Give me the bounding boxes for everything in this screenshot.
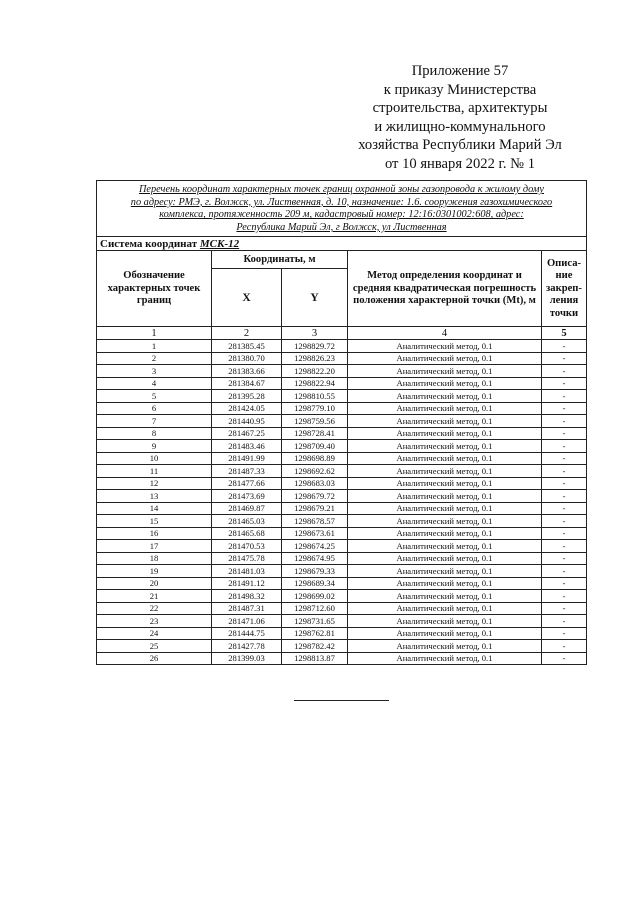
point-number-cell: 22 <box>97 602 212 615</box>
coord-y-cell: 1298813.87 <box>282 652 348 665</box>
point-number-cell: 21 <box>97 590 212 603</box>
point-number-cell: 18 <box>97 552 212 565</box>
header-line: к приказу Министерства <box>383 81 537 98</box>
table-row <box>97 415 587 428</box>
header-line: строительства, архитектуры <box>372 100 548 117</box>
table-row <box>97 565 587 578</box>
coord-y-cell: 1298679.72 <box>282 490 348 503</box>
table-row <box>97 527 587 540</box>
coord-x-cell: 281385.45 <box>212 340 282 353</box>
column-number: 5 <box>542 327 587 340</box>
table-body <box>97 340 587 665</box>
point-number-cell: 15 <box>97 515 212 528</box>
point-number-cell: 17 <box>97 540 212 553</box>
coord-y-cell: 1298762.81 <box>282 627 348 640</box>
table-row <box>97 340 587 353</box>
table-title <box>97 181 587 237</box>
method-cell: Аналитический метод, 0.1 <box>348 502 542 515</box>
point-number-cell: 26 <box>97 652 212 665</box>
method-cell: Аналитический метод, 0.1 <box>348 465 542 478</box>
coord-y-cell: 1298731.65 <box>282 615 348 628</box>
coord-y-cell: 1298699.02 <box>282 590 348 603</box>
description-cell: - <box>542 515 587 528</box>
description-cell: - <box>542 440 587 453</box>
table-row <box>97 640 587 653</box>
col-header-point: Обозначение характерных точек границ <box>97 251 212 327</box>
point-number-cell: 25 <box>97 640 212 653</box>
description-cell: - <box>542 552 587 565</box>
method-cell: Аналитический метод, 0.1 <box>348 352 542 365</box>
coord-x-cell: 281475.78 <box>212 552 282 565</box>
method-cell: Аналитический метод, 0.1 <box>348 427 542 440</box>
header-line: Приложение 57 <box>411 63 509 79</box>
col-header-method: Метод определения координат и средняя квадратическая погрешность положения характерной точки (Mt), м <box>348 251 542 327</box>
description-cell: - <box>542 565 587 578</box>
coord-x-cell: 281491.99 <box>212 452 282 465</box>
description-cell: - <box>542 477 587 490</box>
method-cell: Аналитический метод, 0.1 <box>348 340 542 353</box>
description-cell: - <box>542 465 587 478</box>
description-cell: - <box>542 352 587 365</box>
point-number-cell: 7 <box>97 415 212 428</box>
table-row <box>97 627 587 640</box>
method-cell: Аналитический метод, 0.1 <box>348 590 542 603</box>
method-cell: Аналитический метод, 0.1 <box>348 527 542 540</box>
signature-line <box>294 700 389 701</box>
method-cell: Аналитический метод, 0.1 <box>348 652 542 665</box>
point-number-cell: 20 <box>97 577 212 590</box>
point-number-cell: 3 <box>97 365 212 378</box>
coord-y-cell: 1298822.20 <box>282 365 348 378</box>
coord-y-cell: 1298822.94 <box>282 377 348 390</box>
description-cell: - <box>542 502 587 515</box>
coord-x-cell: 281384.67 <box>212 377 282 390</box>
table-row <box>97 502 587 515</box>
coord-y-cell: 1298689.34 <box>282 577 348 590</box>
description-cell: - <box>542 402 587 415</box>
col-header-description: Описа-ние закреп-ления точки <box>542 251 587 327</box>
table-row <box>97 365 587 378</box>
coord-x-cell: 281470.53 <box>212 540 282 553</box>
table-row <box>97 465 587 478</box>
method-cell: Аналитический метод, 0.1 <box>348 540 542 553</box>
table-row <box>97 540 587 553</box>
point-number-cell: 9 <box>97 440 212 453</box>
point-number-cell: 1 <box>97 340 212 353</box>
table-row <box>97 490 587 503</box>
method-cell: Аналитический метод, 0.1 <box>348 477 542 490</box>
coord-y-cell: 1298679.33 <box>282 565 348 578</box>
description-cell: - <box>542 390 587 403</box>
method-cell: Аналитический метод, 0.1 <box>348 415 542 428</box>
coordinates-table <box>96 180 587 665</box>
description-cell: - <box>542 427 587 440</box>
coord-x-cell: 281440.95 <box>212 415 282 428</box>
coord-x-cell: 281395.28 <box>212 390 282 403</box>
method-cell: Аналитический метод, 0.1 <box>348 640 542 653</box>
coordinate-system <box>97 237 587 251</box>
description-cell: - <box>542 640 587 653</box>
table-row <box>97 477 587 490</box>
table-row <box>97 352 587 365</box>
description-cell: - <box>542 415 587 428</box>
coord-x-cell: 281483.46 <box>212 440 282 453</box>
table-row <box>97 615 587 628</box>
coord-y-cell: 1298679.21 <box>282 502 348 515</box>
description-cell: - <box>542 615 587 628</box>
point-number-cell: 14 <box>97 502 212 515</box>
coord-y-cell: 1298674.25 <box>282 540 348 553</box>
method-cell: Аналитический метод, 0.1 <box>348 552 542 565</box>
coord-y-cell: 1298826.23 <box>282 352 348 365</box>
method-cell: Аналитический метод, 0.1 <box>348 452 542 465</box>
table-row <box>97 377 587 390</box>
point-number-cell: 13 <box>97 490 212 503</box>
point-number-cell: 2 <box>97 352 212 365</box>
coord-y-cell: 1298683.03 <box>282 477 348 490</box>
table-row <box>97 590 587 603</box>
coord-x-cell: 281427.78 <box>212 640 282 653</box>
description-cell: - <box>542 540 587 553</box>
header-line: хозяйства Республики Марий Эл <box>358 137 562 154</box>
point-number-cell: 6 <box>97 402 212 415</box>
coord-y-cell: 1298759.56 <box>282 415 348 428</box>
coord-x-cell: 281498.32 <box>212 590 282 603</box>
description-cell: - <box>542 340 587 353</box>
coord-x-cell: 281471.06 <box>212 615 282 628</box>
description-cell: - <box>542 590 587 603</box>
coord-y-cell: 1298698.89 <box>282 452 348 465</box>
description-cell: - <box>542 490 587 503</box>
table-row <box>97 402 587 415</box>
coordinate-system-name: МСК-12 <box>199 237 240 250</box>
method-cell: Аналитический метод, 0.1 <box>348 577 542 590</box>
point-number-cell: 4 <box>97 377 212 390</box>
coord-y-cell: 1298678.57 <box>282 515 348 528</box>
method-cell: Аналитический метод, 0.1 <box>348 602 542 615</box>
description-cell: - <box>542 527 587 540</box>
table-title-line: Республика Марий Эл, г Волжск, ул Лиственная <box>236 221 447 233</box>
coord-y-cell: 1298709.40 <box>282 440 348 453</box>
coord-x-cell: 281469.87 <box>212 502 282 515</box>
coordinate-system-label: Система координат <box>100 237 198 250</box>
table-row <box>97 427 587 440</box>
coord-x-cell: 281444.75 <box>212 627 282 640</box>
table-row <box>97 577 587 590</box>
table-row <box>97 602 587 615</box>
coord-y-cell: 1298829.72 <box>282 340 348 353</box>
point-number-cell: 10 <box>97 452 212 465</box>
header-line: от 10 января 2022 г. № 1 <box>384 155 536 172</box>
coord-x-cell: 281424.05 <box>212 402 282 415</box>
col-header-x: X <box>212 269 282 327</box>
coord-y-cell: 1298728.41 <box>282 427 348 440</box>
coord-x-cell: 281383.66 <box>212 365 282 378</box>
column-numbers-row <box>97 327 587 340</box>
coord-y-cell: 1298712.60 <box>282 602 348 615</box>
coord-x-cell: 281465.03 <box>212 515 282 528</box>
method-cell: Аналитический метод, 0.1 <box>348 627 542 640</box>
column-number: 2 <box>212 327 282 340</box>
method-cell: Аналитический метод, 0.1 <box>348 390 542 403</box>
col-header-y: Y <box>282 269 348 327</box>
order-header <box>330 62 590 174</box>
method-cell: Аналитический метод, 0.1 <box>348 440 542 453</box>
description-cell: - <box>542 602 587 615</box>
coord-x-cell: 281487.33 <box>212 465 282 478</box>
point-number-cell: 16 <box>97 527 212 540</box>
coord-x-cell: 281473.69 <box>212 490 282 503</box>
coord-x-cell: 281465.68 <box>212 527 282 540</box>
coord-x-cell: 281481.03 <box>212 565 282 578</box>
point-number-cell: 12 <box>97 477 212 490</box>
table-row <box>97 390 587 403</box>
table-title-line: по адресу: РМЭ, г. Волжск, ул. Лиственная, д. 10, назначение: 1.6. сооружения газохимического <box>130 196 553 208</box>
coord-y-cell: 1298810.55 <box>282 390 348 403</box>
table-row <box>97 440 587 453</box>
coord-y-cell: 1298674.95 <box>282 552 348 565</box>
point-number-cell: 23 <box>97 615 212 628</box>
point-number-cell: 5 <box>97 390 212 403</box>
description-cell: - <box>542 652 587 665</box>
method-cell: Аналитический метод, 0.1 <box>348 615 542 628</box>
table-row <box>97 452 587 465</box>
table-row <box>97 552 587 565</box>
coord-y-cell: 1298673.61 <box>282 527 348 540</box>
method-cell: Аналитический метод, 0.1 <box>348 515 542 528</box>
column-number: 3 <box>282 327 348 340</box>
col-header-coordinates: Координаты, м <box>212 251 348 269</box>
coord-x-cell: 281477.66 <box>212 477 282 490</box>
description-cell: - <box>542 377 587 390</box>
point-number-cell: 19 <box>97 565 212 578</box>
coord-x-cell: 281467.25 <box>212 427 282 440</box>
column-number: 1 <box>97 327 212 340</box>
method-cell: Аналитический метод, 0.1 <box>348 377 542 390</box>
coord-x-cell: 281487.31 <box>212 602 282 615</box>
description-cell: - <box>542 452 587 465</box>
method-cell: Аналитический метод, 0.1 <box>348 490 542 503</box>
point-number-cell: 24 <box>97 627 212 640</box>
header-line: и жилищно-коммунального <box>374 118 546 135</box>
coord-x-cell: 281399.03 <box>212 652 282 665</box>
table-title-line: Перечень координат характерных точек границ охранной зоны газопровода к жилому дому <box>138 184 545 195</box>
method-cell: Аналитический метод, 0.1 <box>348 565 542 578</box>
coord-y-cell: 1298782.42 <box>282 640 348 653</box>
method-cell: Аналитический метод, 0.1 <box>348 402 542 415</box>
table-title-line: комплекса, протяженность 209 м, кадастровый номер: 12:16:0301002:608, адрес: <box>159 209 524 221</box>
coord-x-cell: 281380.70 <box>212 352 282 365</box>
point-number-cell: 8 <box>97 427 212 440</box>
point-number-cell: 11 <box>97 465 212 478</box>
description-cell: - <box>542 577 587 590</box>
table-row <box>97 652 587 665</box>
table-row <box>97 515 587 528</box>
method-cell: Аналитический метод, 0.1 <box>348 365 542 378</box>
coord-y-cell: 1298692.62 <box>282 465 348 478</box>
description-cell: - <box>542 365 587 378</box>
description-cell: - <box>542 627 587 640</box>
coord-x-cell: 281491.12 <box>212 577 282 590</box>
column-number: 4 <box>348 327 542 340</box>
coord-y-cell: 1298779.10 <box>282 402 348 415</box>
